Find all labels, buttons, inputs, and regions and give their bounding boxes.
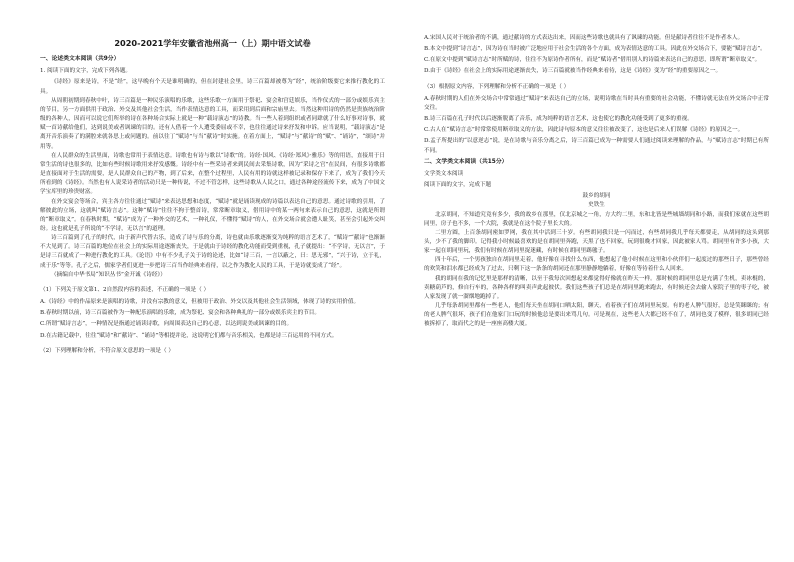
q2-option-a: A.宋国人民对于统治者的不满，通过献诗的方式表达出来，因而这些诗歌也就具有了讽谏的功能。但是献诗者往往不是作者本人。 [424, 35, 744, 41]
story-paragraph: 我的胡同在我的记忆里是那样的清晰，以至于我每次回想起来都觉得好像就在昨天一样。那时候的胡同里总是充满了生机，卖冰棍的，卖糖葫芦的，修自行车的，各种各样的叫卖声此起彼伏。我们这些孩子们总是在胡同里跑来跑去，有时候还会去偷人家院子里的枣子吃，被人家发现了就一溜烟地跑掉了。 [424, 275, 769, 300]
story-paragraph: 北京胡同，不知道究竟有多少，我的故乡在那里，仅北京城之一角，方大约二里，东和北皆是些城墙胡同和小路，而我们家就在这些胡同里，房子也不多，一个大院，我就是在这个院子里长大的。 [424, 211, 769, 227]
passage-source: （摘编自中华书局“知识丛书”金开诚《诗经》） [51, 271, 166, 278]
q1-option-c: C.所谓“赋诗言志”，一种情况是指通过诵读诗歌，向周围表达自己的心意，以达到说美或讽谏的目的。 [40, 321, 293, 328]
passage-paragraph: 在外交宴会等场合，宾主各方往往通过“赋诗”来表达思想和态度，“赋诗”就是诵读现成的诗篇以表达自己的意思。通过诗歌的引用，了解彼此的立场，这就叫“赋诗言志”。这种“赋诗”往往不拘于整首诗，常常断章取义，借用诗中的某一两句来表示自己的意思，这就是所谓的“断章取义”。在春秋时期，“赋诗”成为了一种外交的艺术，一种礼仪，不懂得“赋诗”的人，在外交场合就会遭人耻笑，甚至会引起外交纠纷。这也就是孔子所说的“不学诗，无以言”的道理。 [40, 198, 385, 232]
q2-option-d: D.由于《诗经》在社会上的实际用途逐渐丧失，诗三百篇就被当作经典来看待，这是《诗经》变为“经”的重要原因之一。 [424, 68, 722, 75]
q3-option-b: B.诗三百篇在孔子时代以后逐渐脱离了音乐，成为纯粹的语言艺术，这也使它的教化功能受到了更多的重视。 [424, 116, 693, 123]
q3-option-a: A.春秋时期的人们在外交场合中常常通过“赋诗”来表达自己的立场，说明诗歌在当时具有重要的社会功能，不懂诗就无法在外交场合中正常交往。 [424, 95, 769, 111]
story-paragraph: 二里方圆，上百条胡同密如罗网，我在其中活到三十岁。有些胡同我只是一闪而过，有些胡同我几乎每天都要走，从胡同的这头到那头，少不了我的脚印。记得我小时候最喜欢的是在胡同里奔跑，天黑了也不回家，玩到很晚才回家，因此被家人骂。胡同里有许多小孩，大家一起在胡同里玩，我们有时候在胡同里捉迷藏，有时候在胡同里踢毽子。 [424, 229, 769, 255]
question-1: （1）下列关于原文第1、2自然段内容的表述，不正确的一项是（ ） [40, 286, 210, 293]
question-2: （2）下列理解和分析，不符合原文意思的一项是（ ） [40, 347, 174, 354]
story-title: 鼓乡的胡同 [582, 193, 611, 200]
story-paragraph: 四十年后，一个男孩独自在胡同里走着，他好像在寻找什么东西，他想起了他小时候在这里和小伙伴们一起度过的那些日子，那些曾经的欢笑和泪水都已经成为了过去，只剩下这一条条的胡同还在那里静静地躺着，好像在等待着什么人回来。 [424, 257, 769, 273]
passage-paragraph: 在人民群众的生活里面，诗歌也常用于表情达意。诗歌也有诗与歌以“诗歌”的。诗经·国风、《诗经·郑风》·雅乐》等的用语，直接用于日常生活的诗也很多的，比如有些时候诗歌用来抒发感慨。诗经中有一些采诗者来到民间去采集诗歌，因为“采诗之官”在民间，有很多诗歌都是直接面对于生活的需要，是人民群众自己的产物，到了后来，在整个过程里，人民有用的诗就这样被记录和保存下来了，成为了我们今天所看到的《诗经》。当然也有人说采诗者的活动只是一种传说，不过不管怎样，这些诗歌从人民之口，通过各种途径流传下来，成为了中国文学宝库里的珍贵财富。 [40, 152, 385, 196]
q3-option-d: D.孟子所提出的“以意逆志”说，是在诗歌与音乐分离之后，诗三百篇已成为一种需要人们通过阅读来理解的作品，与“赋诗言志”时期已有所不同。 [424, 138, 769, 154]
left-column [40, 34, 385, 359]
passage-paragraph: 从周朝初期到春秋中叶，诗三百篇是一种民乐演唱的乐歌，这些乐歌一方面用于祭祀、宴会和宫廷娱乐，当作仪式的一部分或娱乐宾主的节目，另一方面供用于政治、外交及其他社会生活，当作表情达意的工具，而采用到后面和宗庙里去。当然这种用诗的仍然是贵族统治阶级的各种人，因而可以说它们所举的诗在各种场合实际上就是一种“载诗演志”的诗教。当一些人着到组织或者同肆就了什么好事对诗事，就赋一首诗献给他们，达到说美或者讽谏的目的。还有人借着一个人遭受委屈或不幸，也往往通过诗来抒发和申诉。应当说明，“载诗演志”是离开音乐演奏了的满腔来就各思上或问题的。前以往丁“赋诗”与当“献诗”时实施。在着方面上，“赋诗”与“献诗”的“赋”、“诵诗”，“颂诗”并用等。 [40, 97, 385, 150]
right-column [424, 34, 769, 330]
section-2-subheading: 文学类文本阅读 [424, 170, 464, 177]
exam-title: 2020-2021学年安徽省池州高一（上）期中语文试卷 [114, 38, 311, 48]
section-1-heading: 一、论述类文本阅读（共9分） [40, 56, 120, 63]
q2-option-b: B.本文中提到“诗言志”，因为诗在当时被广泛地应用于社会生活的各个方面，成为表情达意的工具。因此在外交场合下，要能“赋诗言志”。 [424, 46, 766, 53]
reading-instruction: 1. 阅读下面的文字，完成下列各题。 [40, 68, 132, 75]
q1-option-a: A.《诗经》中的作品原来是演唱的诗歌，并没有宗教的意义，但被用于政治、外交以及其他社会生活领域，体现了诗的实用价值。 [40, 299, 360, 306]
story-author: 史铁生 [588, 202, 605, 209]
section-2-instruction: 阅读下面的文字，完成下题 [424, 182, 492, 189]
story-paragraph: 几乎每条胡同里都有一些老人，他们每天坐在胡同口晒太阳，聊天，看着孩子们在胡同里玩耍。有的老人脾气很好，总是笑眯眯的；有的老人脾气很坏，孩子们在他家门口玩的时候他总是要出来骂几句。可是现在，这些老人大都已经不在了，胡同也变了模样，很多胡同已经被拆掉了，取而代之的是一座座高楼大厦。 [424, 303, 769, 328]
q1-option-d: D.在古籍记载中，往往“赋诗”和“献诗”、“诵诗”等相提并论，这说明它们都与音乐相关，也都是诗三百运用的不同方式。 [40, 332, 338, 339]
question-3: （3）根据原文内容，下列理解和分析不正确的一项是（ ） [424, 83, 570, 90]
q1-option-b: B.春秋时期以前，诗三百篇被作为一种配乐演唱的乐歌，成为祭祀、宴会和各种典礼的一部分或娱乐宾主的节目。 [40, 310, 320, 317]
passage-paragraph: 诗三百篇到了孔子的时代，由于新声代替古乐，造成了诗与乐的分离，诗也就由乐歌逐渐变为纯粹的语言艺术了，“赋诗”“献诗”也渐渐不大见到了。诗三百篇的地位在社会上的实际用途逐渐丧失，于是就由于诗经的教化功能而受到重视，孔子就提出：“不学诗，无以言”，于是诗三百就成了一种进行教化的工具。《论语》中有不少孔子关于诗的论述，比如“诗三百，一言以蔽之，曰：思无邪”，“兴于诗，立于礼，成于乐”等等。孔子之后，儒家学者们更进一步把诗三百当作经典来看待，以之作为教化人民的工具，于是诗就变成了“经”。 [40, 235, 385, 269]
q3-option-c: C.古人在“赋诗言志”时常常使用断章取义的方法，因此诗句原本的意义往往被改变了，这也是后来人们误解《诗经》的原因之一。 [424, 127, 744, 134]
q2-option-c: C.在原文中提到“赋诗言志”时所赋的诗，往往不为原诗作者所有，而是“赋诗者”借用别人的诗篇来表达自己的意思，即所谓“断章取义”。 [424, 57, 761, 64]
passage-paragraph: 《诗经》原来是诗，不是“经”，这早晚有个天是谁明确的，但在封建社会里，诗三百篇却被尊为“经”，统治阶级要它来推行教化的工具。 [40, 79, 385, 95]
section-2-heading: 二、文学类文本阅读（共15分） [424, 158, 508, 165]
